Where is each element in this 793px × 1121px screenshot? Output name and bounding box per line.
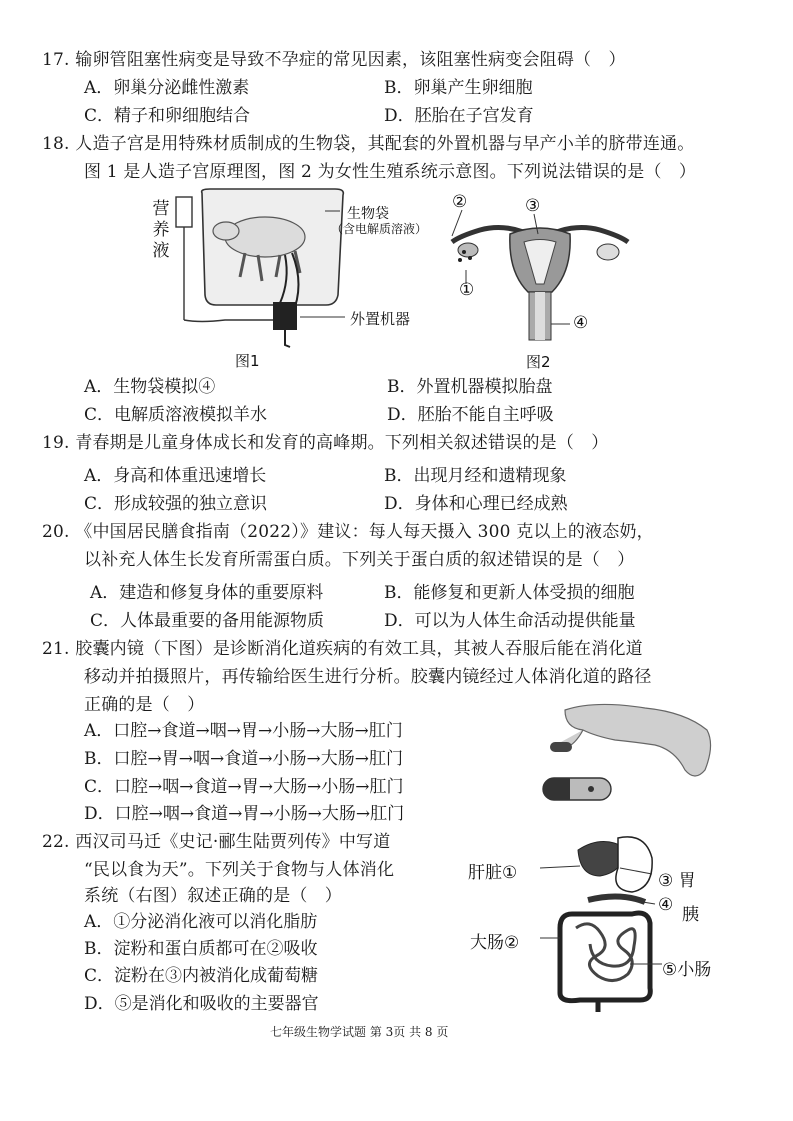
q22-option-d: D．⑤是消化和吸收的主要器官 bbox=[84, 994, 319, 1014]
q21-stem-line3: 正确的是（ ） bbox=[84, 695, 205, 715]
fig2-label-1: ① bbox=[459, 280, 475, 300]
q22-stem-line3: 系统（右图）叙述正确的是（ ） bbox=[84, 886, 342, 906]
q22-option-a: A．①分泌消化液可以消化脂肪 bbox=[84, 912, 318, 932]
fig-large-intestine-label: 大肠② bbox=[470, 933, 520, 953]
q19-option-b: B．出现月经和遗精现象 bbox=[384, 466, 567, 486]
q17-option-c: C．精子和卵细胞结合 bbox=[84, 106, 251, 126]
capsule-small bbox=[550, 742, 572, 752]
small-intestine bbox=[576, 924, 635, 981]
fig1-nutrient-char-1: 营 bbox=[152, 199, 170, 219]
fig1-nutrient-char-3: 液 bbox=[152, 241, 170, 261]
q19-stem: 19. 青春期是儿童身体成长和发育的高峰期。下列相关叙述错误的是（ ） bbox=[42, 433, 609, 453]
iv-bag bbox=[176, 197, 192, 227]
q20-option-b: B．能修复和更新人体受损的细胞 bbox=[384, 583, 635, 603]
fig1-nutrient-char-2: 养 bbox=[152, 220, 170, 240]
q21-stem-line2: 移动并拍摄照片，再传输给医生进行分析。胶囊内镜经过人体消化道的路径 bbox=[84, 667, 652, 687]
q22-option-b: B．淀粉和蛋白质都可在②吸收 bbox=[84, 939, 318, 959]
capsule-endoscope-figure bbox=[535, 690, 725, 815]
digestive-system-figure bbox=[540, 828, 680, 1013]
q18-option-a: A．生物袋模拟④ bbox=[84, 377, 216, 397]
q20-stem-line2: 以补充人体生长发育所需蛋白质。下列关于蛋白质的叙述错误的是（ ） bbox=[84, 550, 635, 570]
q18-option-c: C．电解质溶液模拟羊水 bbox=[84, 405, 268, 425]
fig2-label-3: ③ bbox=[525, 196, 541, 216]
q18-option-b: B．外置机器模拟胎盘 bbox=[387, 377, 553, 397]
fig1-bag-note: （含电解质溶液） bbox=[331, 222, 428, 236]
fig2-label-4: ④ bbox=[573, 313, 589, 333]
q17-option-a: A．卵巢分泌雌性激素 bbox=[84, 78, 250, 98]
hand-icon bbox=[561, 704, 711, 776]
q22-stem-line2: “民以食为天”。下列关于食物与人体消化 bbox=[84, 860, 395, 880]
fig-small-intestine-label: ⑤小肠 bbox=[662, 960, 712, 980]
q19-option-c: C．形成较强的独立意识 bbox=[84, 494, 268, 514]
q20-option-c: C．人体最重要的备用能源物质 bbox=[90, 611, 325, 631]
q17-option-b: B．卵巢产生卵细胞 bbox=[384, 78, 533, 98]
q21-option-a: A．口腔→食道→咽→胃→小肠→大肠→肛门 bbox=[84, 721, 403, 741]
fig1-machine-label: 外置机器 bbox=[350, 310, 411, 328]
fig-liver-label: 肝脏① bbox=[468, 863, 518, 883]
fig-pancreas-number: ④ bbox=[658, 895, 674, 915]
q20-option-d: D．可以为人体生命活动提供能量 bbox=[384, 611, 636, 631]
q17-option-d: D．胚胎在子宫发育 bbox=[384, 106, 534, 126]
ovary-right bbox=[597, 244, 619, 260]
fig1-bag-label: 生物袋 bbox=[347, 206, 389, 222]
page-footer: 七年级生物学试题 第 3页 共 8 页 bbox=[270, 1025, 449, 1039]
q18-stem-line1: 18. 人造子宫是用特殊材质制成的生物袋，其配套的外置机器与早产小羊的脐带连通。 bbox=[42, 134, 695, 154]
figure-2-reproductive-system bbox=[440, 192, 640, 352]
q21-option-b: B．口腔→胃→咽→食道→小肠→大肠→肛门 bbox=[84, 749, 403, 769]
large-intestine bbox=[560, 913, 650, 1001]
external-machine bbox=[273, 302, 297, 330]
q22-stem-line1: 22. 西汉司马迁《史记·郦生陆贾列传》中写道 bbox=[42, 832, 391, 852]
q20-stem-line1: 20. 《中国居民膳食指南（2022）》建议：每人每天摄入 300 克以上的液态奶， bbox=[42, 522, 654, 542]
q22-option-c: C．淀粉在③内被消化成葡萄糖 bbox=[84, 966, 319, 986]
q20-option-a: A．建造和修复身体的重要原料 bbox=[90, 583, 324, 603]
q19-option-d: D．身体和心理已经成熟 bbox=[384, 494, 568, 514]
fig-stomach-label: ③ 胃 bbox=[658, 871, 696, 891]
fig2-label-2: ② bbox=[452, 192, 468, 212]
fig2-caption: 图2 bbox=[526, 353, 551, 371]
figure-1-artificial-womb bbox=[140, 185, 440, 370]
fig-pancreas-name: 胰 bbox=[682, 905, 699, 925]
q18-option-d: D．胚胎不能自主呼吸 bbox=[387, 405, 554, 425]
q21-stem-line1: 21. 胶囊内镜（下图）是诊断消化道疾病的有效工具，其被人吞服后能在消化道 bbox=[42, 639, 643, 659]
q21-option-d: D．口腔→咽→食道→胃→小肠→大肠→肛门 bbox=[84, 804, 405, 824]
q17-stem: 17. 输卵管阻塞性病变是导致不孕症的常见因素，该阻塞性病变会阻碍（ ） bbox=[42, 50, 626, 70]
q19-option-a: A．身高和体重迅速增长 bbox=[84, 466, 267, 486]
fig1-caption: 图1 bbox=[235, 352, 260, 370]
stomach bbox=[616, 837, 652, 892]
q21-option-c: C．口腔→咽→食道→胃→大肠→小肠→肛门 bbox=[84, 777, 404, 797]
fig1-nutrient-label bbox=[150, 199, 172, 262]
q18-stem-line2: 图 1 是人造子宫原理图，图 2 为女性生殖系统示意图。下列说法错误的是（ ） bbox=[84, 162, 697, 182]
capsule-icon bbox=[543, 778, 611, 800]
ovary-left bbox=[458, 243, 478, 257]
